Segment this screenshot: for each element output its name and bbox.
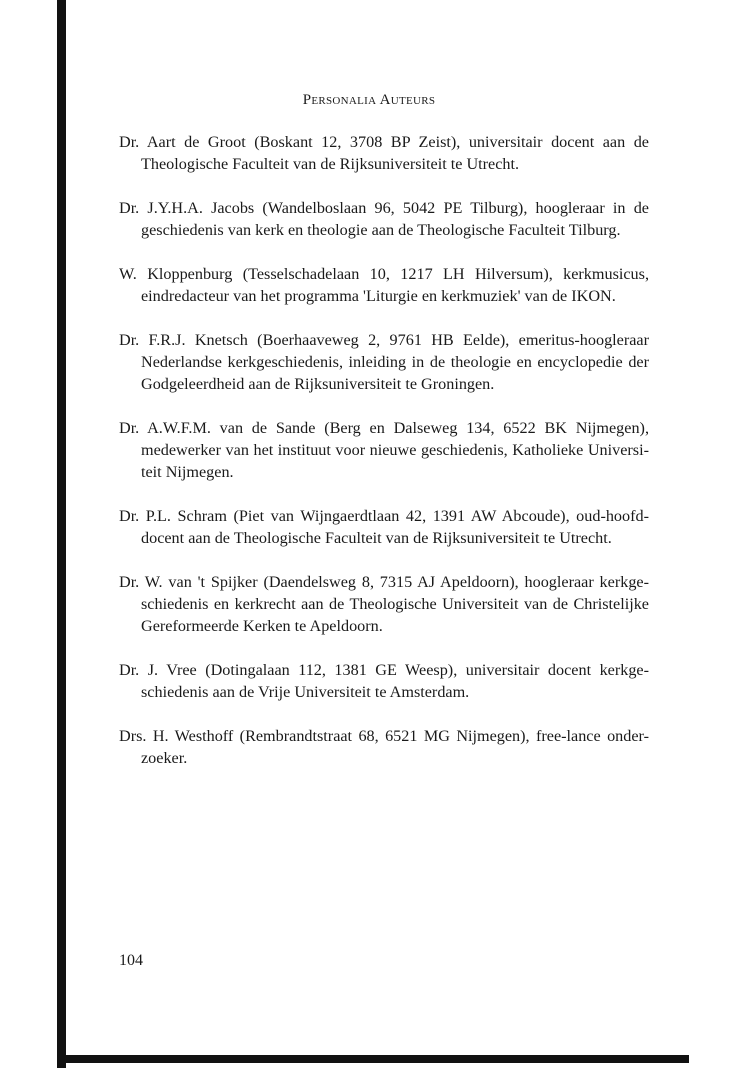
author-entry: Dr. P.L. Schram (Piet van Wijngaerdtlaan 42, 1391 AW Abcoude), oud-hoofd-docent aan de Theologische Faculteit van de Rijksuniversiteit te Utrecht. bbox=[119, 507, 649, 547]
left-border-bar bbox=[57, 0, 66, 1068]
author-entry: Dr. J. Vree (Dotingalaan 112, 1381 GE Weesp), universitair docent kerkge-schiedenis aan de Vrije Universiteit te Amsterdam. bbox=[119, 661, 649, 701]
author-entry: Dr. F.R.J. Knetsch (Boerhaaveweg 2, 9761 HB Eelde), emeritus-hoogleraar Nederlandse kerkgeschiedenis, inleiding in de theologie en encyclopedie der Godgeleerdheid aan de Rijksuniversiteit te Groningen. bbox=[119, 331, 649, 393]
author-entry: Dr. Aart de Groot (Boskant 12, 3708 BP Zeist), universitair docent aan de Theologische Faculteit van de Rijksuniversiteit te Utrecht. bbox=[119, 133, 649, 173]
page-header: Personalia Auteurs bbox=[302, 92, 436, 108]
author-entry: Dr. A.W.F.M. van de Sande (Berg en Dalseweg 134, 6522 BK Nijmegen), medewerker van het instituut voor nieuwe geschiedenis, Katholieke Universi-teit Nijmegen. bbox=[119, 419, 649, 481]
page-number: 104 bbox=[119, 952, 143, 969]
author-list bbox=[119, 131, 649, 791]
author-entry: Dr. W. van 't Spijker (Daendelsweg 8, 7315 AJ Apeldoorn), hoogleraar kerkge-schiedenis en kerkrecht aan de Theologische Universiteit van de Christelijke Gereformeerde Kerken te Apeldoorn. bbox=[119, 573, 649, 635]
bottom-border-bar bbox=[57, 1055, 689, 1063]
author-entry: Dr. J.Y.H.A. Jacobs (Wandelboslaan 96, 5042 PE Tilburg), hoogleraar in de geschiedenis van kerk en theologie aan de Theologische Faculteit Tilburg. bbox=[119, 199, 649, 239]
author-entry: W. Kloppenburg (Tesselschadelaan 10, 1217 LH Hilversum), kerkmusicus, eindredacteur van het programma 'Liturgie en kerkmuziek' van de IKON. bbox=[119, 265, 649, 305]
author-entry: Drs. H. Westhoff (Rembrandtstraat 68, 6521 MG Nijmegen), free-lance onder-zoeker. bbox=[119, 727, 649, 767]
